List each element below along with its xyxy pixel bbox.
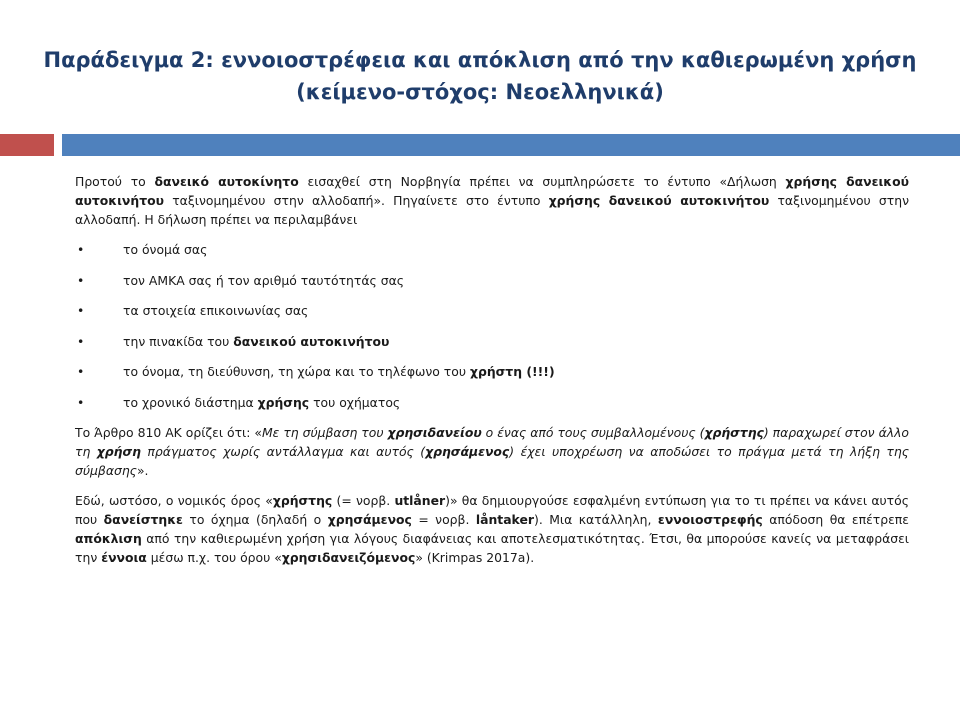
list-item (75, 271, 909, 302)
article-quote: ) παραχωρεί στον άλλο τη (75, 425, 909, 459)
closing-text: απόδοση θα επέτρεπε (762, 512, 909, 527)
list-item-term: χρήστη (469, 364, 523, 379)
spacer (75, 229, 909, 240)
bullet-icon: • (77, 333, 85, 349)
list-item-text: το χρονικό διάστημα (123, 394, 258, 410)
intro-term: χρήσης δανεικού αυτοκινήτου (75, 174, 909, 208)
bullet-icon: • (77, 364, 85, 379)
list-item-text: την πινακίδα του (123, 333, 234, 349)
article-term: χρήστης (704, 425, 764, 440)
closing-term: δανείστηκε (103, 512, 183, 527)
list-item-term: δανεικού αυτοκινήτου (233, 333, 390, 349)
article-paragraph (75, 423, 909, 480)
closing-text: μέσω π.χ. του όρου « (146, 550, 282, 565)
closing-text: από την καθιερωμένη χρήση για λόγους διαφάνειας και αποτελεσματικότητας. Έτσι, θα μπορούσε κανείς να μεταφράσει την (75, 531, 909, 565)
article-term: χρησιδανείου (387, 425, 482, 440)
list-item (75, 240, 909, 271)
article-quote: πράγματος χωρίς αντάλλαγμα και αυτός ( (140, 444, 426, 459)
closing-text: (= νορβ. (332, 493, 395, 508)
article-quote: ο ένας από τους συμβαλλομένους ( (481, 425, 705, 440)
list-item-text: τα στοιχεία επικοινωνίας σας (123, 303, 309, 318)
list-item (75, 393, 909, 424)
article-term: χρησάμενος (425, 444, 510, 459)
accent-bar-blue (62, 134, 960, 156)
list-item (75, 362, 909, 393)
intro-text: Προτού το (75, 174, 155, 189)
bullet-icon: • (77, 394, 85, 410)
bullet-icon: • (77, 303, 85, 318)
intro-text: ταξινομημένου στην αλλοδαπή. Η δήλωση πρέπει να περιλαμβάνει (75, 193, 910, 227)
closing-term: εννοιοστρεφής (657, 512, 763, 527)
article-term: χρήση (96, 444, 141, 459)
closing-term: χρησιδανειζόμενος (281, 550, 416, 565)
requirements-list (75, 240, 909, 423)
closing-text: )» θα δημιουργούσε εσφαλμένη εντύπωση για το τι πρέπει να κάνει αυτός που (75, 493, 909, 527)
closing-term: låntaker (475, 512, 534, 527)
closing-text: ). Μια κατάλληλη, (533, 512, 658, 527)
bullet-icon: • (77, 272, 85, 288)
article-text: ». (136, 463, 149, 478)
list-item (75, 332, 909, 363)
intro-paragraph (75, 172, 909, 229)
closing-term: απόκλιση (75, 531, 142, 546)
accent-bar-red (0, 134, 54, 156)
article-text: Το Άρθρο 810 ΑΚ ορίζει ότι: « (75, 425, 262, 440)
closing-paragraph (75, 491, 909, 567)
intro-text: εισαχθεί στη Νορβηγία πρέπει να συμπληρώσετε το έντυπο «Δήλωση (298, 174, 786, 189)
closing-term: χρήστης (272, 493, 333, 508)
list-item-text: του οχήματος (309, 394, 401, 410)
intro-term: δανεικό αυτοκίνητο (154, 174, 299, 189)
closing-text: » (Krimpas 2017a). (415, 550, 535, 565)
list-item-text: το όνομα, τη διεύθυνση, τη χώρα και το τηλέφωνο του (123, 364, 470, 379)
list-item (75, 301, 909, 332)
slide-title (40, 44, 920, 108)
closing-term: utlåner (394, 493, 446, 508)
slide-title-line2: (κείμενο-στόχος: Νεοελληνικά) (296, 80, 664, 104)
slide-body (75, 172, 909, 567)
article-quote: Με τη σύμβαση του (261, 425, 388, 440)
closing-term: χρησάμενος (327, 512, 412, 527)
list-item-emphasis: (!!!) (522, 364, 555, 379)
article-quote: ) έχει υποχρέωση να αποδώσει το πράγμα μετά τη λήξη της σύμβασης (75, 444, 909, 478)
intro-term: χρήσης δανεικού αυτοκινήτου (548, 193, 770, 208)
spacer (75, 480, 909, 491)
bullet-icon: • (77, 242, 85, 257)
list-item-text: το όνομά σας (123, 242, 208, 257)
closing-term: έννοια (101, 550, 147, 565)
closing-text: το όχημα (δηλαδή ο (182, 512, 328, 527)
list-item-term: χρήσης (257, 394, 310, 410)
closing-text: = νορβ. (411, 512, 476, 527)
list-item-text: τον ΑΜΚΑ σας ή τον αριθμό ταυτότητάς σας (123, 272, 405, 288)
slide-title-line1: Παράδειγμα 2: εννοιοστρέφεια και απόκλιση από την καθιερωμένη χρήση (43, 48, 917, 72)
intro-text: ταξινομημένου στην αλλοδαπή». Πηγαίνετε στο έντυπο (163, 193, 549, 208)
closing-text: Εδώ, ωστόσο, ο νομικός όρος « (75, 493, 273, 508)
